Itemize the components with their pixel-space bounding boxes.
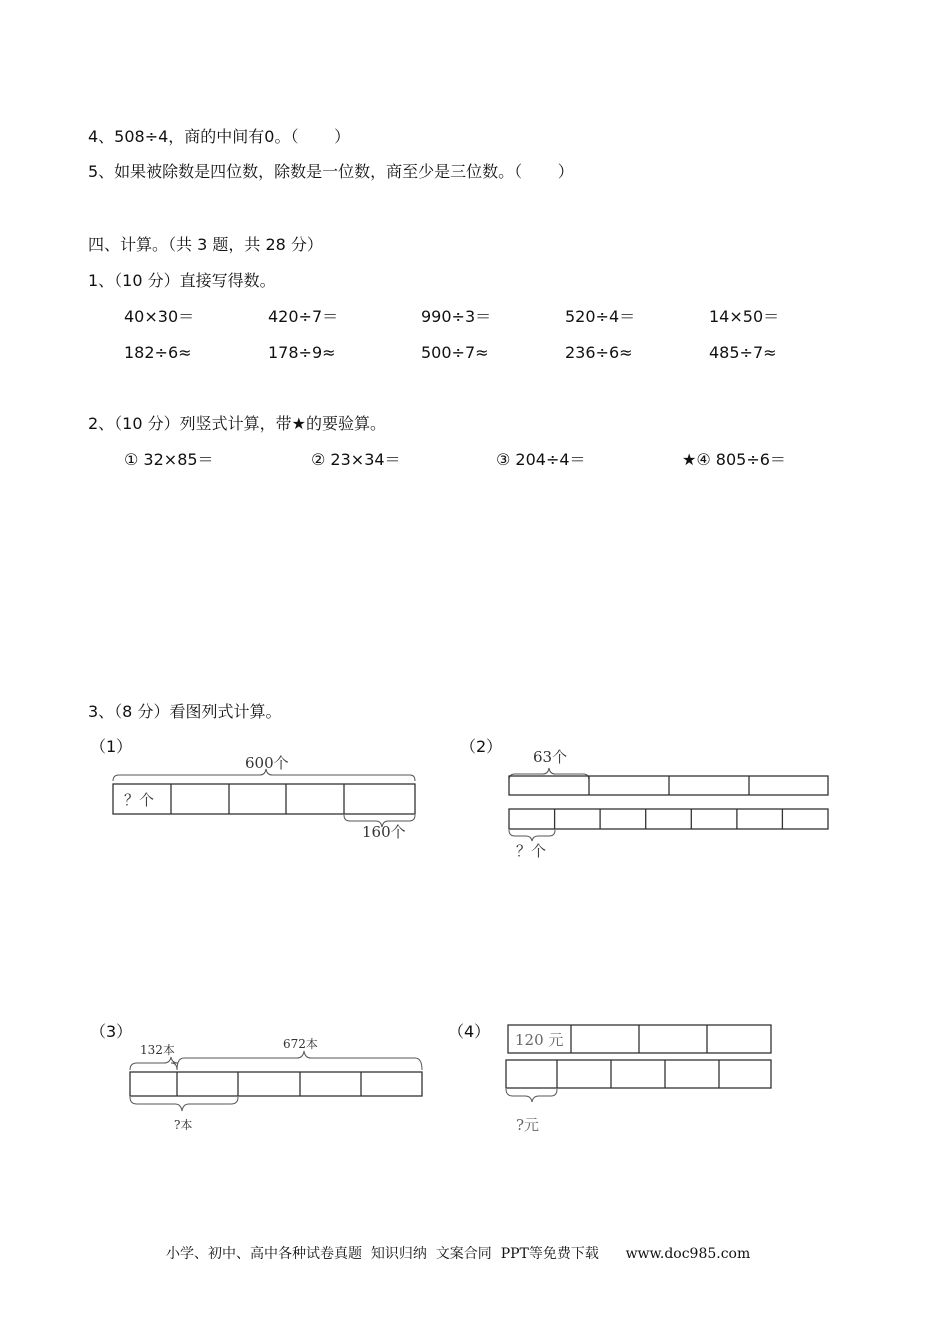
diagram-1-total-label: 600个 <box>245 754 289 772</box>
question-1-title: 1、（10 分）直接写得数。 <box>88 271 276 290</box>
diagram-4-bottom-label: ?元 <box>516 1116 540 1134</box>
vertical-calc-item: ③ 204÷4＝ <box>496 450 586 469</box>
diagram-2-top-label: 63个 <box>533 748 568 766</box>
diagram-1-last-label: 160个 <box>362 823 406 841</box>
judgement-item-4: 4、508÷4，商的中间有0。（ ） <box>88 127 351 146</box>
diagram-4 <box>500 1020 780 1140</box>
diagram-2-label: （2） <box>460 737 503 756</box>
diagram-3-right-label: 672本 <box>283 1037 318 1051</box>
diagram-4-label: （4） <box>448 1022 491 1041</box>
vertical-calc-item: ② 23×34＝ <box>311 450 401 469</box>
calc-item: 485÷7≈ <box>709 343 777 362</box>
question-2-title: 2、（10 分）列竖式计算，带★的要验算。 <box>88 414 386 433</box>
vertical-calc-item: ① 32×85＝ <box>124 450 214 469</box>
calc-item: 40×30＝ <box>124 307 195 326</box>
diagram-2-bottom-label: ？个 <box>516 842 547 860</box>
question-3-title: 3、（8 分）看图列式计算。 <box>88 702 282 721</box>
diagram-1-label: （1） <box>90 737 133 756</box>
calc-item: 420÷7＝ <box>268 307 339 326</box>
calc-item: 236÷6≈ <box>565 343 633 362</box>
diagram-3-left-label: 132本 <box>140 1043 175 1057</box>
calc-item: 178÷9≈ <box>268 343 336 362</box>
diagram-3 <box>120 1030 440 1140</box>
page-footer: 小学、初中、高中各种试卷真题 知识归纳 文案合同 PPT等免费下载 www.doc985.com <box>166 1246 751 1262</box>
section-title: 四、计算。（共 3 题，共 28 分） <box>88 235 323 254</box>
diagram-1-unknown-box: ？个 <box>124 791 155 809</box>
calc-item: 14×50＝ <box>709 307 780 326</box>
vertical-calc-item: ★④ 805÷6＝ <box>682 450 786 469</box>
diagram-3-label: （3） <box>90 1022 133 1041</box>
judgement-item-5: 5、如果被除数是四位数，除数是一位数，商至少是三位数。（ ） <box>88 162 574 181</box>
calc-item: 520÷4＝ <box>565 307 636 326</box>
diagram-4-first-box: 120 元 <box>515 1031 564 1049</box>
calc-item: 182÷6≈ <box>124 343 192 362</box>
diagram-2 <box>500 740 840 865</box>
diagram-3-bottom-label: ?本 <box>174 1118 193 1132</box>
calc-item: 990÷3＝ <box>421 307 492 326</box>
diagram-1 <box>100 745 430 845</box>
calc-item: 500÷7≈ <box>421 343 489 362</box>
